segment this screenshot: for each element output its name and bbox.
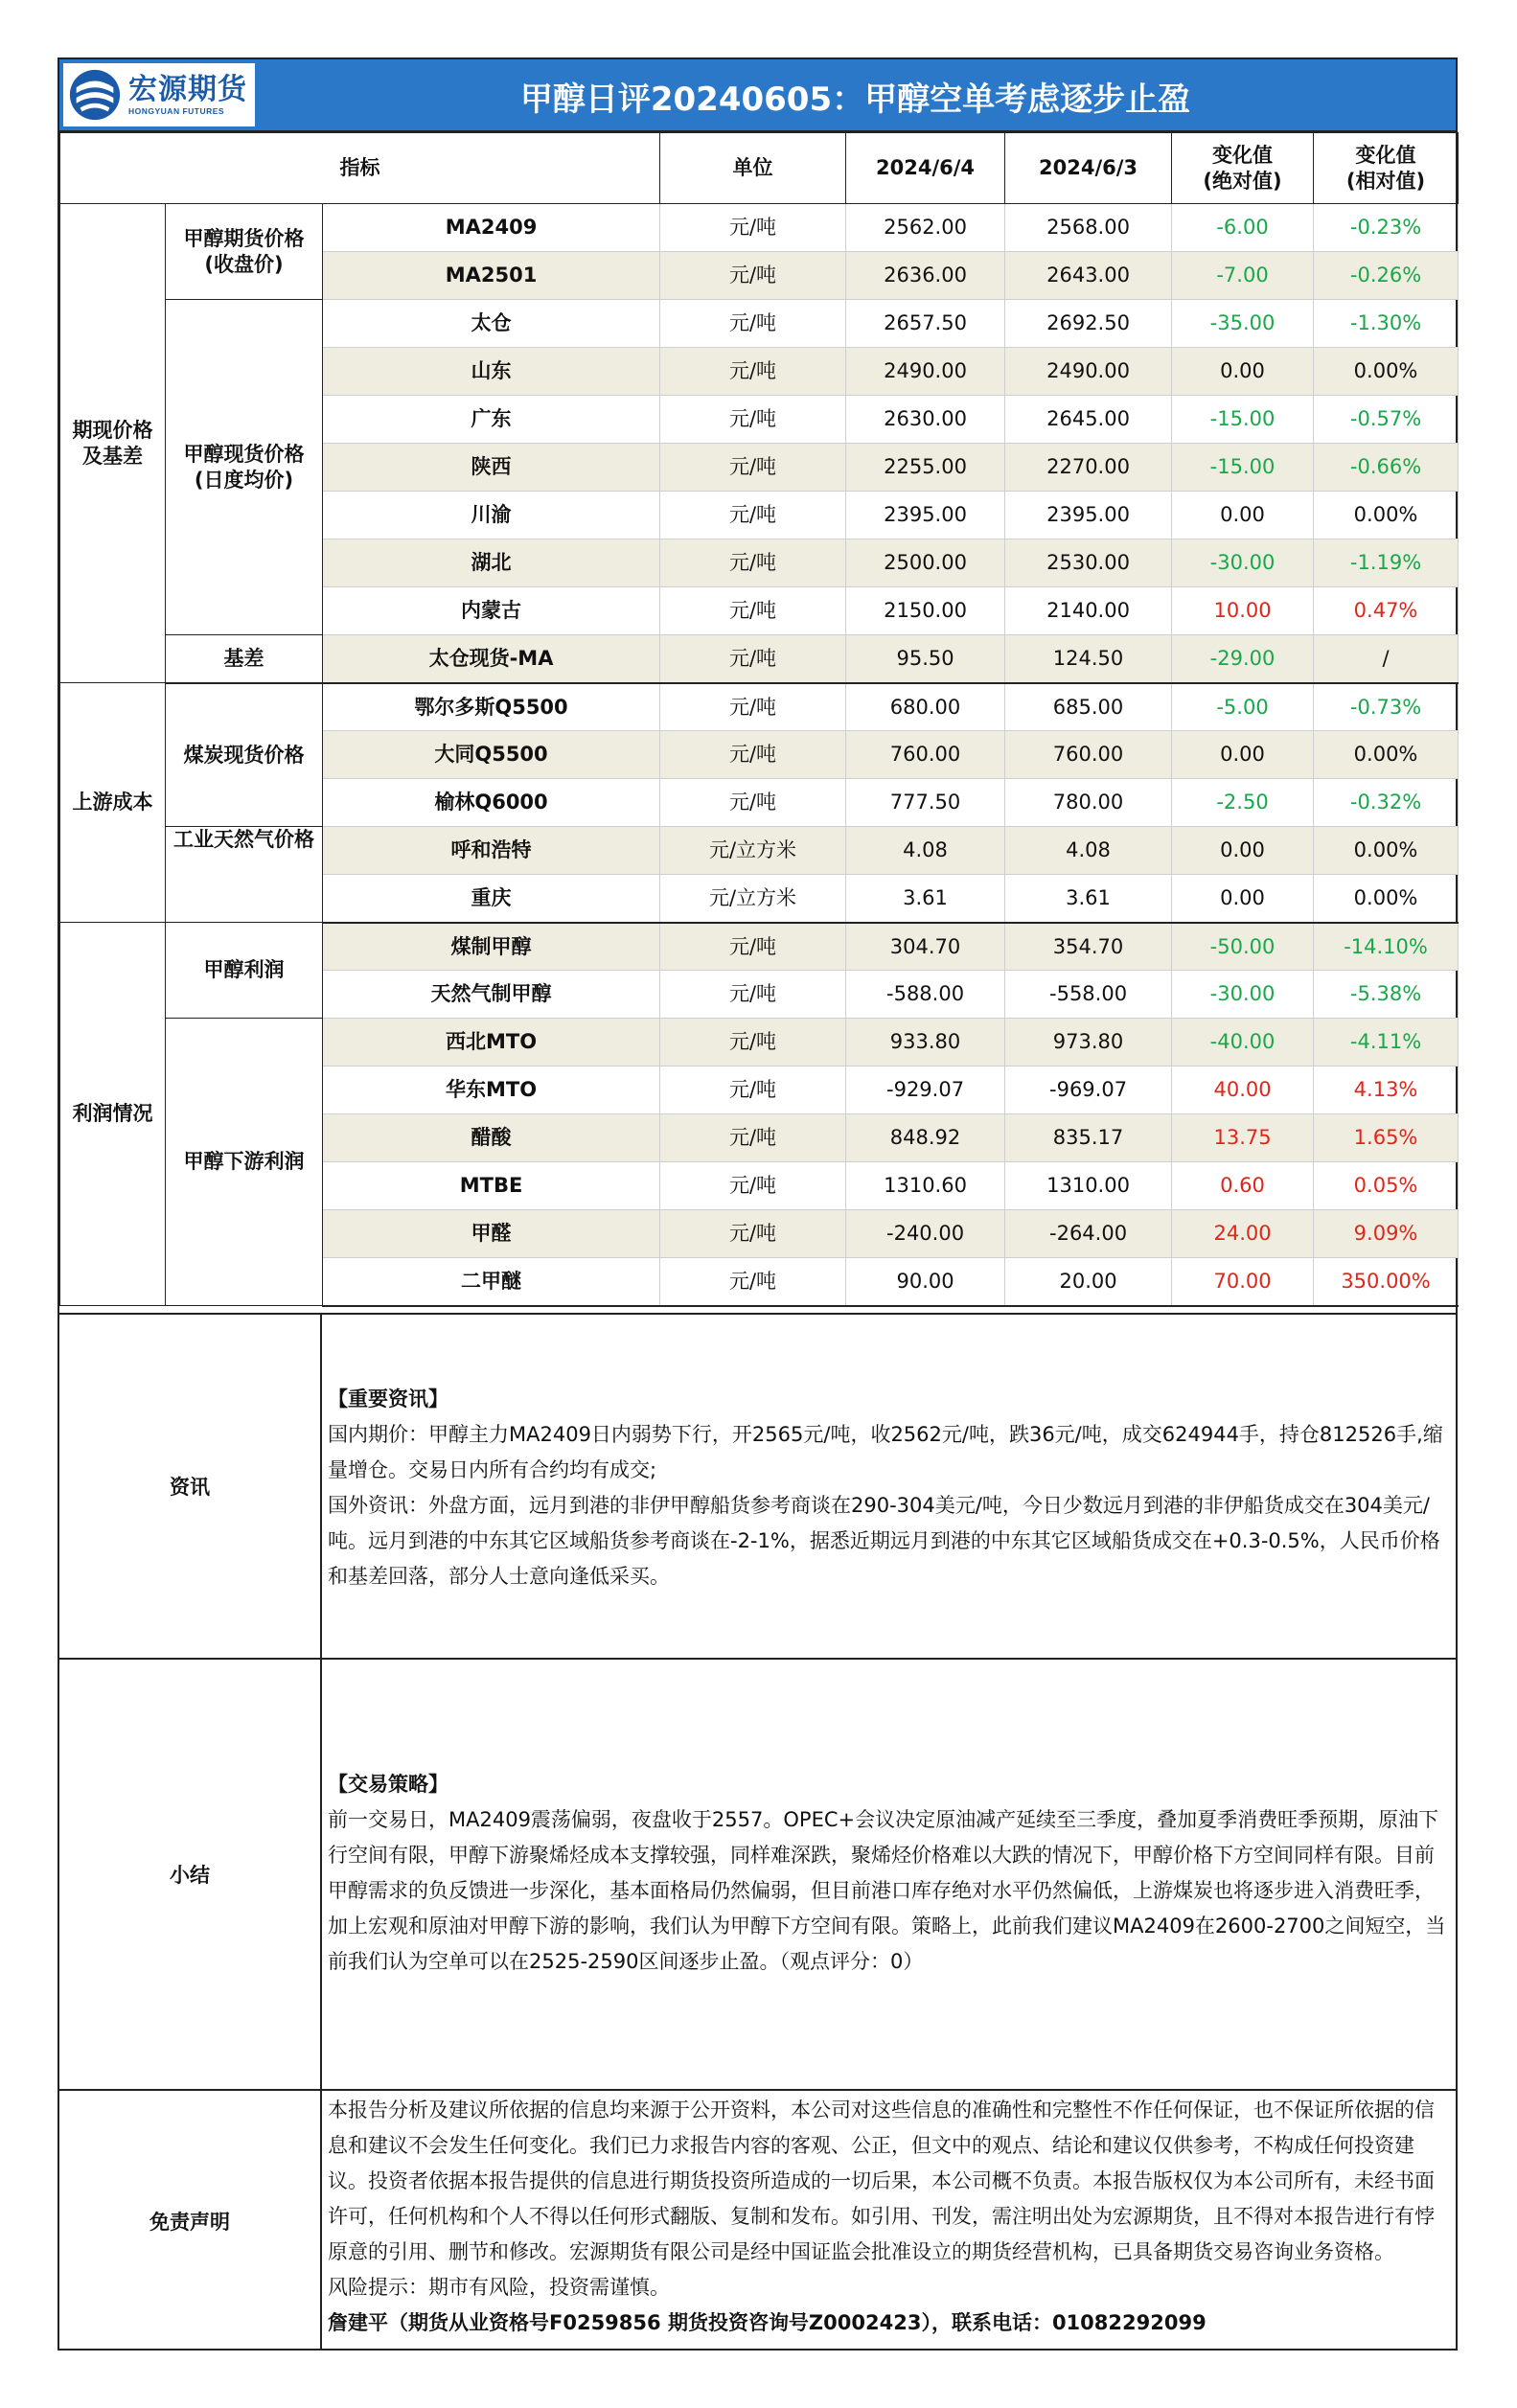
unit-cell: 元/立方米 bbox=[660, 827, 846, 875]
unit-cell: 元/吨 bbox=[660, 971, 846, 1019]
table-row bbox=[60, 635, 1459, 683]
change-relative: / bbox=[1314, 635, 1459, 683]
change-absolute: -35.00 bbox=[1172, 300, 1314, 348]
table-row bbox=[60, 923, 1459, 971]
value-2024-6-3: -264.00 bbox=[1005, 1210, 1172, 1258]
change-relative: 0.00% bbox=[1314, 827, 1459, 875]
value-2024-6-3: 1310.00 bbox=[1005, 1162, 1172, 1210]
news-paragraph-overseas: 国外资讯：外盘方面，远月到港的非伊甲醇船货参考商谈在290-304美元/吨，今日少数远月到港的非伊船货成交在304美元/吨。远月到港的中东其它区域船货参考商谈在-2-1%，据悉近期远月到港的中东其它区域船货成交在+0.3-0.5%，人民币价格和基差回落，部分人士意向逢低采买。 bbox=[328, 1494, 1440, 1588]
column-header: 2024/6/4 bbox=[846, 133, 1005, 204]
indicator-name: 内蒙古 bbox=[323, 587, 660, 635]
disclaimer-body bbox=[328, 2093, 1448, 2341]
unit-cell: 元/吨 bbox=[660, 1210, 846, 1258]
change-relative: -0.26% bbox=[1314, 252, 1459, 300]
indicator-name: 川渝 bbox=[323, 492, 660, 539]
subgroup-label: 甲醇下游利润 bbox=[166, 1019, 323, 1306]
indicator-name: 华东MTO bbox=[323, 1066, 660, 1114]
unit-cell: 元/吨 bbox=[660, 1114, 846, 1162]
unit-cell: 元/吨 bbox=[660, 587, 846, 635]
value-2024-6-4: 760.00 bbox=[846, 731, 1005, 779]
subgroup-label: 基差 bbox=[166, 635, 323, 683]
change-relative: 0.00% bbox=[1314, 348, 1459, 396]
value-2024-6-4: 2657.50 bbox=[846, 300, 1005, 348]
unit-cell: 元/吨 bbox=[660, 1066, 846, 1114]
value-2024-6-4: 1310.60 bbox=[846, 1162, 1005, 1210]
disclaimer-label: 免责声明 bbox=[59, 2091, 322, 2351]
change-absolute: 13.75 bbox=[1172, 1114, 1314, 1162]
value-2024-6-3: 2692.50 bbox=[1005, 300, 1172, 348]
value-2024-6-4: 680.00 bbox=[846, 683, 1005, 731]
summary-paragraph: 前一交易日，MA2409震荡偏弱，夜盘收于2557。OPEC+会议决定原油减产延续至三季度，叠加夏季消费旺季预期，原油下行空间有限，甲醇下游聚烯烃成本支撑较强，同样难深跌，聚烯烃价格难以大跌的情况下，甲醇价格下方空间同样有限。目前甲醇需求的负反馈进一步深化，基本面格局仍然偏弱，但目前港口库存绝对水平仍然偏低，上游煤炭也将逐步进入消费旺季，加上宏观和原油对甲醇下游的影响，我们认为甲醇下方空间有限。策略上，此前我们建议MA2409在2600-2700之间短空，当前我们认为空单可以在2525-2590区间逐步止盈。（观点评分：0） bbox=[328, 1808, 1446, 1973]
change-absolute: 0.00 bbox=[1172, 492, 1314, 539]
change-absolute: 0.00 bbox=[1172, 827, 1314, 875]
news-label: 资讯 bbox=[59, 1315, 322, 1658]
value-2024-6-4: 90.00 bbox=[846, 1258, 1005, 1306]
change-absolute: 0.00 bbox=[1172, 348, 1314, 396]
value-2024-6-3: -969.07 bbox=[1005, 1066, 1172, 1114]
value-2024-6-4: 95.50 bbox=[846, 635, 1005, 683]
change-relative: 9.09% bbox=[1314, 1210, 1459, 1258]
unit-cell: 元/吨 bbox=[660, 396, 846, 444]
table-row bbox=[60, 300, 1459, 348]
unit-cell: 元/吨 bbox=[660, 635, 846, 683]
methanol-indicator-table bbox=[59, 132, 1459, 1307]
indicator-name: 太仓 bbox=[323, 300, 660, 348]
change-relative: 4.13% bbox=[1314, 1066, 1459, 1114]
indicator-name: 呼和浩特 bbox=[323, 827, 660, 875]
value-2024-6-4: 2255.00 bbox=[846, 444, 1005, 492]
change-absolute: -29.00 bbox=[1172, 635, 1314, 683]
change-relative: -1.30% bbox=[1314, 300, 1459, 348]
summary-body bbox=[328, 1767, 1448, 1980]
value-2024-6-3: 973.80 bbox=[1005, 1019, 1172, 1066]
change-absolute: -2.50 bbox=[1172, 779, 1314, 827]
subgroup-label: 甲醇期货价格 (收盘价) bbox=[166, 204, 323, 300]
unit-cell: 元/立方米 bbox=[660, 875, 846, 923]
value-2024-6-4: 2490.00 bbox=[846, 348, 1005, 396]
change-relative: -0.32% bbox=[1314, 779, 1459, 827]
indicator-name: 陕西 bbox=[323, 444, 660, 492]
unit-cell: 元/吨 bbox=[660, 204, 846, 252]
subgroup-label: 工业天然气价格 bbox=[166, 827, 323, 923]
indicator-name: 二甲醚 bbox=[323, 1258, 660, 1306]
change-relative: 0.00% bbox=[1314, 492, 1459, 539]
indicator-name: 甲醛 bbox=[323, 1210, 660, 1258]
table-row bbox=[60, 683, 1459, 731]
change-absolute: -30.00 bbox=[1172, 971, 1314, 1019]
change-absolute: -7.00 bbox=[1172, 252, 1314, 300]
column-header: 单位 bbox=[660, 133, 846, 204]
value-2024-6-3: 2568.00 bbox=[1005, 204, 1172, 252]
change-relative: 1.65% bbox=[1314, 1114, 1459, 1162]
group-label: 利润情况 bbox=[60, 923, 166, 1306]
unit-cell: 元/吨 bbox=[660, 252, 846, 300]
change-relative: -0.57% bbox=[1314, 396, 1459, 444]
risk-warning: 风险提示：期市有风险，投资需谨慎。 bbox=[328, 2276, 670, 2299]
report-title: 甲醇日评20240605：甲醇空单考虑逐步止盈 bbox=[519, 80, 1191, 119]
value-2024-6-3: 685.00 bbox=[1005, 683, 1172, 731]
value-2024-6-3: 2395.00 bbox=[1005, 492, 1172, 539]
value-2024-6-4: 2150.00 bbox=[846, 587, 1005, 635]
value-2024-6-3: 354.70 bbox=[1005, 923, 1172, 971]
summary-heading: 【交易策略】 bbox=[328, 1773, 448, 1796]
change-relative: 0.00% bbox=[1314, 875, 1459, 923]
change-absolute: 70.00 bbox=[1172, 1258, 1314, 1306]
indicator-name: 榆林Q6000 bbox=[323, 779, 660, 827]
change-relative: -1.19% bbox=[1314, 539, 1459, 587]
value-2024-6-4: 2500.00 bbox=[846, 539, 1005, 587]
value-2024-6-4: 2395.00 bbox=[846, 492, 1005, 539]
unit-cell: 元/吨 bbox=[660, 1019, 846, 1066]
table-row bbox=[60, 1019, 1459, 1066]
value-2024-6-3: 2270.00 bbox=[1005, 444, 1172, 492]
report-sheet bbox=[57, 57, 1458, 2351]
column-header: 变化值 (绝对值) bbox=[1172, 133, 1314, 204]
value-2024-6-3: 2490.00 bbox=[1005, 348, 1172, 396]
indicator-name: 大同Q5500 bbox=[323, 731, 660, 779]
value-2024-6-3: -558.00 bbox=[1005, 971, 1172, 1019]
unit-cell: 元/吨 bbox=[660, 348, 846, 396]
value-2024-6-3: 124.50 bbox=[1005, 635, 1172, 683]
change-absolute: -15.00 bbox=[1172, 396, 1314, 444]
unit-cell: 元/吨 bbox=[660, 923, 846, 971]
change-relative: 0.00% bbox=[1314, 731, 1459, 779]
value-2024-6-4: -240.00 bbox=[846, 1210, 1005, 1258]
change-absolute: -15.00 bbox=[1172, 444, 1314, 492]
indicator-name: MA2501 bbox=[323, 252, 660, 300]
unit-cell: 元/吨 bbox=[660, 779, 846, 827]
value-2024-6-3: 2643.00 bbox=[1005, 252, 1172, 300]
column-header: 变化值 (相对值) bbox=[1314, 133, 1459, 204]
change-absolute: 24.00 bbox=[1172, 1210, 1314, 1258]
value-2024-6-4: 2562.00 bbox=[846, 204, 1005, 252]
indicator-name: MTBE bbox=[323, 1162, 660, 1210]
table-row bbox=[60, 827, 1459, 875]
title-banner bbox=[59, 59, 1456, 132]
value-2024-6-3: 780.00 bbox=[1005, 779, 1172, 827]
group-label: 期现价格 及基差 bbox=[60, 204, 166, 683]
value-2024-6-3: 2140.00 bbox=[1005, 587, 1172, 635]
subgroup-label: 甲醇利润 bbox=[166, 923, 323, 1019]
value-2024-6-4: 4.08 bbox=[846, 827, 1005, 875]
value-2024-6-4: 2630.00 bbox=[846, 396, 1005, 444]
indicator-name: 天然气制甲醇 bbox=[323, 971, 660, 1019]
value-2024-6-4: 848.92 bbox=[846, 1114, 1005, 1162]
unit-cell: 元/吨 bbox=[660, 492, 846, 539]
value-2024-6-3: 2530.00 bbox=[1005, 539, 1172, 587]
column-header: 指标 bbox=[60, 133, 660, 204]
company-logo bbox=[63, 63, 255, 126]
change-absolute: 0.00 bbox=[1172, 875, 1314, 923]
logo-name-en: HONGYUAN FUTURES bbox=[128, 106, 225, 116]
summary-label: 小结 bbox=[59, 1660, 322, 2089]
indicator-name: MA2409 bbox=[323, 204, 660, 252]
change-relative: -0.23% bbox=[1314, 204, 1459, 252]
change-absolute: -30.00 bbox=[1172, 539, 1314, 587]
change-relative: 0.05% bbox=[1314, 1162, 1459, 1210]
indicator-name: 广东 bbox=[323, 396, 660, 444]
analyst-info: 詹建平（期货从业资格号F0259856 期货投资咨询号Z0002423），联系电话：01082292099 bbox=[328, 2311, 1207, 2334]
value-2024-6-3: 2645.00 bbox=[1005, 396, 1172, 444]
unit-cell: 元/吨 bbox=[660, 1258, 846, 1306]
value-2024-6-4: -929.07 bbox=[846, 1066, 1005, 1114]
value-2024-6-4: 3.61 bbox=[846, 875, 1005, 923]
value-2024-6-4: 777.50 bbox=[846, 779, 1005, 827]
news-section bbox=[59, 1313, 1458, 1658]
change-relative: -0.73% bbox=[1314, 683, 1459, 731]
unit-cell: 元/吨 bbox=[660, 1162, 846, 1210]
change-relative: -5.38% bbox=[1314, 971, 1459, 1019]
change-absolute: 10.00 bbox=[1172, 587, 1314, 635]
value-2024-6-4: 2636.00 bbox=[846, 252, 1005, 300]
logo-name-cn: 宏源期货 bbox=[128, 73, 247, 106]
subgroup-label: 煤炭现货价格 bbox=[166, 683, 323, 827]
column-header: 2024/6/3 bbox=[1005, 133, 1172, 204]
value-2024-6-3: 3.61 bbox=[1005, 875, 1172, 923]
change-absolute: -6.00 bbox=[1172, 204, 1314, 252]
change-absolute: 0.00 bbox=[1172, 731, 1314, 779]
unit-cell: 元/吨 bbox=[660, 731, 846, 779]
hongyuan-logo-icon bbox=[67, 67, 123, 123]
disclaimer-section bbox=[59, 2089, 1458, 2351]
table-row bbox=[60, 204, 1459, 252]
indicator-name: 鄂尔多斯Q5500 bbox=[323, 683, 660, 731]
value-2024-6-3: 4.08 bbox=[1005, 827, 1172, 875]
unit-cell: 元/吨 bbox=[660, 539, 846, 587]
value-2024-6-4: 933.80 bbox=[846, 1019, 1005, 1066]
indicator-name: 太仓现货-MA bbox=[323, 635, 660, 683]
value-2024-6-3: 835.17 bbox=[1005, 1114, 1172, 1162]
value-2024-6-3: 760.00 bbox=[1005, 731, 1172, 779]
indicator-name: 山东 bbox=[323, 348, 660, 396]
value-2024-6-4: 304.70 bbox=[846, 923, 1005, 971]
subgroup-label: 甲醇现货价格 (日度均价) bbox=[166, 300, 323, 635]
indicator-name: 重庆 bbox=[323, 875, 660, 923]
change-relative: -14.10% bbox=[1314, 923, 1459, 971]
table-header-row bbox=[60, 133, 1459, 204]
change-absolute: -5.00 bbox=[1172, 683, 1314, 731]
indicator-name: 西北MTO bbox=[323, 1019, 660, 1066]
news-body bbox=[328, 1382, 1448, 1594]
disclaimer-paragraph: 本报告分析及建议所依据的信息均来源于公开资料，本公司对这些信息的准确性和完整性不作任何保证，也不保证所依据的信息和建议不会发生任何变化。我们已力求报告内容的客观、公正，但文中的观点、结论和建议仅供参考，不构成任何投资建议。投资者依据本报告提供的信息进行期货投资所造成的一切后果，本公司概不负责。本报告版权仅为本公司所有，未经书面许可，任何机构和个人不得以任何形式翻版、复制和发布。如引用、刊发，需注明出处为宏源期货，且不得对本报告进行有悖原意的引用、删节和修改。宏源期货有限公司是经中国证监会批准设立的期货经营机构，已具备期货交易咨询业务资格。 bbox=[328, 2098, 1435, 2263]
change-absolute: -50.00 bbox=[1172, 923, 1314, 971]
value-2024-6-4: -588.00 bbox=[846, 971, 1005, 1019]
indicator-name: 湖北 bbox=[323, 539, 660, 587]
news-paragraph-domestic: 国内期价：甲醇主力MA2409日内弱势下行，开2565元/吨，收2562元/吨，跌36元/吨，成交624944手，持仓812526手,缩量增仓。交易日内所有合约均有成交; bbox=[328, 1423, 1443, 1481]
change-relative: 0.47% bbox=[1314, 587, 1459, 635]
group-label: 上游成本 bbox=[60, 683, 166, 923]
change-relative: -4.11% bbox=[1314, 1019, 1459, 1066]
change-absolute: 40.00 bbox=[1172, 1066, 1314, 1114]
unit-cell: 元/吨 bbox=[660, 300, 846, 348]
change-relative: -0.66% bbox=[1314, 444, 1459, 492]
unit-cell: 元/吨 bbox=[660, 444, 846, 492]
change-relative: 350.00% bbox=[1314, 1258, 1459, 1306]
change-absolute: 0.60 bbox=[1172, 1162, 1314, 1210]
news-heading: 【重要资讯】 bbox=[328, 1387, 448, 1410]
indicator-name: 醋酸 bbox=[323, 1114, 660, 1162]
summary-section bbox=[59, 1658, 1458, 2089]
unit-cell: 元/吨 bbox=[660, 683, 846, 731]
value-2024-6-3: 20.00 bbox=[1005, 1258, 1172, 1306]
change-absolute: -40.00 bbox=[1172, 1019, 1314, 1066]
indicator-name: 煤制甲醇 bbox=[323, 923, 660, 971]
